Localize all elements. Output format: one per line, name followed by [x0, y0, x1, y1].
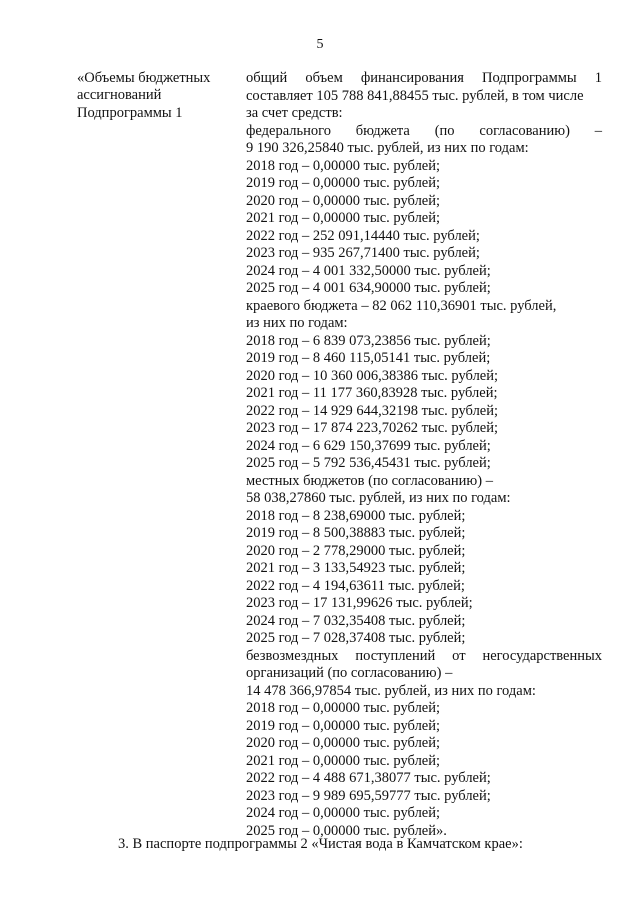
- text-line: 2019 год – 8 500,38883 тыс. рублей;: [246, 525, 466, 541]
- section-paragraph: 3. В паспорте подпрограммы 2 «Чистая вода в Камчатском крае»:: [118, 836, 523, 852]
- text-line: 2020 год – 0,00000 тыс. рублей;: [246, 192, 441, 209]
- text-line: 2023 год – 17 131,99626 тыс. рублей;: [246, 595, 473, 611]
- text-line: за счет средств:: [246, 105, 343, 121]
- text-line: 2019 год – 8 460 115,05141 тыс. рублей;: [246, 350, 491, 366]
- text-line: 2025 год – 7 028,37408 тыс. рублей;: [246, 630, 466, 646]
- text-line: 2021 год – 11 177 360,83928 тыс. рублей;: [246, 385, 498, 401]
- text-line: 2022 год – 14 929 644,32198 тыс. рублей;: [246, 402, 499, 419]
- text-line: 2023 год – 17 874 223,70262 тыс. рублей;: [246, 420, 499, 436]
- text-line: 2020 год – 10 360 006,38386 тыс. рублей;: [246, 367, 499, 384]
- text-line: 2021 год – 3 133,54923 тыс. рублей;: [246, 560, 466, 576]
- text-line: 2020 год – 0,00000 тыс. рублей;: [246, 735, 441, 751]
- label-line: «Объемы бюджетных: [77, 70, 211, 86]
- text-line: 2022 год – 4 488 671,38077 тыс. рублей;: [246, 770, 491, 786]
- label-line: Подпрограммы 1: [77, 104, 183, 121]
- text-line: 2023 год – 9 989 695,59777 тыс. рублей;: [246, 787, 491, 804]
- text-line: 2025 год – 5 792 536,45431 тыс. рублей;: [246, 455, 491, 471]
- text-line: 2024 год – 4 001 332,50000 тыс. рублей;: [246, 262, 491, 279]
- text-line: организаций (по согласованию) –: [246, 665, 453, 681]
- text-line: 2024 год – 6 629 150,37699 тыс. рублей;: [246, 437, 491, 454]
- text-line: федерального бюджета (по согласованию) –: [246, 122, 602, 139]
- text-line: 2025 год – 4 001 634,90000 тыс. рублей;: [246, 280, 491, 296]
- text-line: из них по годам:: [246, 315, 348, 331]
- text-line: 2022 год – 4 194,63611 тыс. рублей;: [246, 577, 465, 594]
- text-line: 2023 год – 935 267,71400 тыс. рублей;: [246, 245, 480, 261]
- text-line: 2022 год – 252 091,14440 тыс. рублей;: [246, 227, 480, 244]
- text-line: 58 038,27860 тыс. рублей, из них по годам:: [246, 490, 511, 506]
- text-line: 2018 год – 8 238,69000 тыс. рублей;: [246, 507, 466, 524]
- text-line: краевого бюджета – 82 062 110,36901 тыс. рублей,: [246, 297, 557, 314]
- text-line: безвозмездных поступлений от негосударственных: [246, 647, 602, 664]
- text-line: 9 190 326,25840 тыс. рублей, из них по годам:: [246, 140, 529, 156]
- text-line: 2019 год – 0,00000 тыс. рублей;: [246, 717, 441, 734]
- text-line: составляет 105 788 841,88455 тыс. рублей, в том числе: [246, 87, 584, 104]
- page-number: 5: [316, 37, 324, 52]
- text-line: 2018 год – 0,00000 тыс. рублей;: [246, 700, 441, 716]
- text-line: местных бюджетов (по согласованию) –: [246, 472, 493, 489]
- text-line: 2019 год – 0,00000 тыс. рублей;: [246, 175, 441, 191]
- text-line: 2018 год – 0,00000 тыс. рублей;: [246, 157, 441, 174]
- text-line: 2021 год – 0,00000 тыс. рублей;: [246, 210, 441, 226]
- text-line: 2018 год – 6 839 073,23856 тыс. рублей;: [246, 332, 491, 349]
- text-line: 2025 год – 0,00000 тыс. рублей».: [246, 822, 447, 839]
- text-line: общий объем финансирования Подпрограммы 1: [246, 70, 602, 86]
- text-line: 2024 год – 7 032,35408 тыс. рублей;: [246, 612, 466, 629]
- text-line: 2021 год – 0,00000 тыс. рублей;: [246, 752, 441, 769]
- label-line: ассигнований: [77, 87, 162, 104]
- table-value-cell: [246, 70, 602, 840]
- text-line: 2024 год – 0,00000 тыс. рублей;: [246, 805, 441, 821]
- text-line: 14 478 366,97854 тыс. рублей, из них по годам:: [246, 682, 536, 699]
- table-label-cell: [77, 70, 237, 122]
- text-line: 2020 год – 2 778,29000 тыс. рублей;: [246, 542, 466, 559]
